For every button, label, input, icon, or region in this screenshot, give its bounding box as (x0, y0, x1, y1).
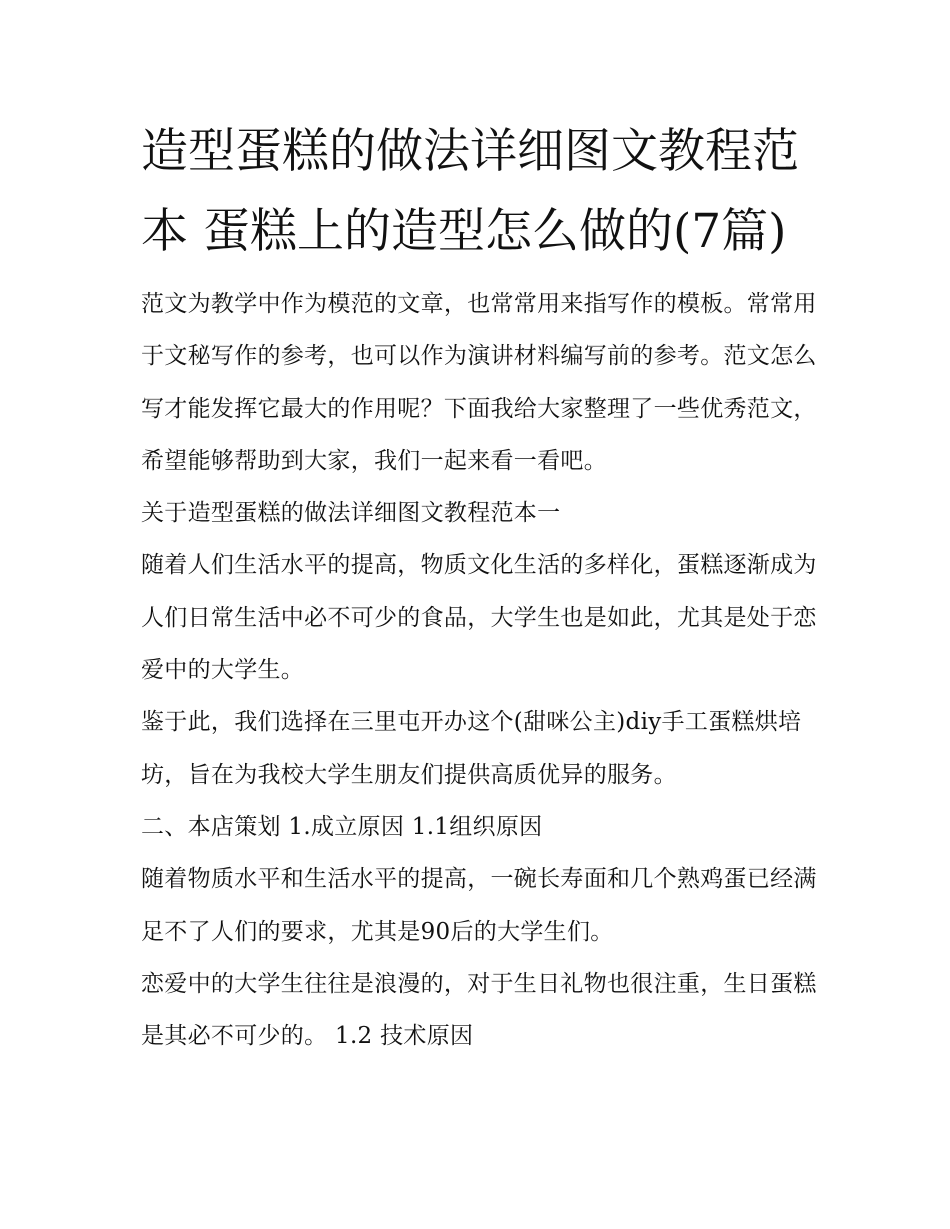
document-title: 造型蛋糕的做法详细图文教程范本 蛋糕上的造型怎么做的(7篇) (141, 124, 799, 259)
body-paragraph: 随着人们生活水平的提高，物质文化生活的多样化，蛋糕逐渐成为人们日常生活中必不可少的食品，大学生也是如此，尤其是处于恋爱中的大学生。 (141, 552, 817, 684)
body-paragraph: 鉴于此，我们选择在三里屯开办这个(甜咪公主)diy手工蛋糕烘培坊，旨在为我校大学生朋友们提供高质优异的服务。 (141, 709, 802, 788)
intro-paragraph: 范文为教学中作为模范的文章，也常常用来指写作的模板。常常用于文秘写作的参考，也可以作为演讲材料编写前的参考。范文怎么写才能发挥它最大的作用呢？下面我给大家整理了一些优秀范文，希望能够帮助到大家，我们一起来看一看吧。 (141, 291, 817, 474)
subsection-heading: 二、本店策划 1.成立原因 1.1组织原因 (141, 813, 543, 840)
document-page (141, 112, 821, 1062)
section-heading: 关于造型蛋糕的做法详细图文教程范本一 (141, 500, 561, 527)
body-paragraph: 随着物质水平和生活水平的提高，一碗长寿面和几个熟鸡蛋已经满足不了人们的要求，尤其是90后的大学生们。 (141, 866, 817, 945)
body-paragraph: 恋爱中的大学生往往是浪漫的，对于生日礼物也很注重，生日蛋糕是其必不可少的。 1.2 技术原因 (141, 970, 817, 1050)
document-body (141, 278, 821, 1062)
